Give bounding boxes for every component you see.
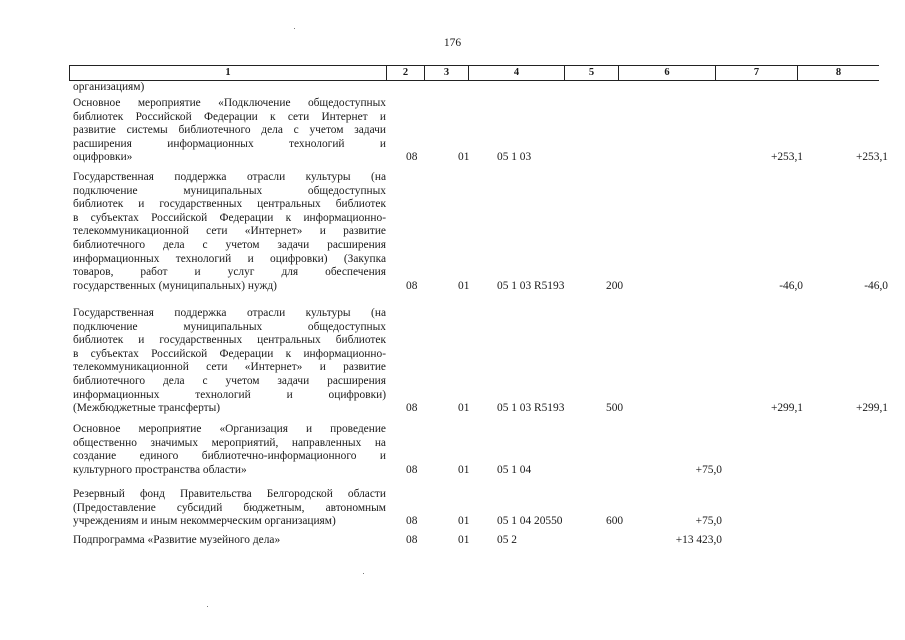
description-line: развитие системы библиотечного дела с учетом задачи	[73, 124, 386, 137]
description-line: товаров, работ и услуг для обеспечения	[73, 266, 386, 279]
cell-col-3: 01	[458, 402, 470, 415]
header-col-2: 2	[387, 66, 425, 80]
cell-col-8: -46,0	[864, 279, 888, 292]
cell-col-2: 08	[406, 279, 418, 292]
cell-col-7: +299,1	[770, 402, 803, 415]
cell-col-2: 08	[406, 463, 418, 476]
cell-col-7: -46,0	[779, 279, 803, 292]
description-line: Основное мероприятие «Организация и проведение	[73, 423, 386, 435]
row-description	[73, 81, 386, 95]
description-line: в субъектах Российской Федерации к информационно-	[73, 211, 386, 224]
description-line: Государственная поддержка отрасли культуры (на	[73, 171, 386, 183]
cell-col-5: 600	[606, 515, 624, 528]
header-col-8: 8	[835, 67, 842, 78]
cell-col-4: 05 1 03 R5193	[497, 402, 565, 415]
description-line: информационных технологий и оцифровки)	[73, 388, 386, 401]
description-line: создание единого библиотечно-информационного и	[73, 450, 386, 463]
header-col-4: 4	[469, 66, 565, 80]
cell-col-8: +253,1	[855, 151, 888, 164]
cell-col-4: 05 1 04	[497, 463, 532, 476]
row-description	[73, 423, 386, 477]
description-line: библиотек и государственных центральных библиотек	[73, 198, 386, 211]
description-line: Основное мероприятие «Подключение общедоступных	[73, 97, 386, 109]
description-line: (Межбюджетные трансферты)	[73, 402, 221, 415]
header-col-7: 7	[716, 66, 798, 80]
cell-col-6: +75,0	[695, 515, 722, 528]
description-line: информационных технологий и оцифровки) (Закупка	[73, 252, 386, 265]
table-header	[69, 65, 879, 81]
description-line: общественно значимых мероприятий, направленных на	[73, 436, 386, 449]
description-line: телекоммуникационной сети «Интернет» и развитие	[73, 361, 386, 374]
cell-col-2: 08	[406, 534, 418, 546]
description-line: оцифровки»	[73, 151, 133, 164]
cell-col-8: +299,1	[855, 402, 888, 415]
cell-col-4: 05 1 03	[497, 151, 532, 164]
header-col-5: 5	[565, 66, 619, 80]
header-col-6: 6	[619, 66, 716, 80]
row-description	[73, 534, 386, 548]
cell-col-3: 01	[458, 463, 470, 476]
cell-col-7: +253,1	[770, 151, 803, 164]
description-line: подключение муниципальных общедоступных	[73, 184, 386, 197]
cell-col-5: 200	[606, 279, 624, 292]
row-description	[73, 171, 386, 293]
cell-col-3: 01	[458, 151, 470, 164]
cell-col-4: 05 1 03 R5193	[497, 279, 565, 292]
cell-col-4: 05 2	[497, 534, 517, 546]
row-description	[73, 97, 386, 165]
description-line: библиотек и государственных центральных библиотек	[73, 334, 386, 347]
description-line: Резервный фонд Правительства Белгородской области	[73, 488, 386, 500]
description-line: расширения информационных технологий и	[73, 137, 386, 150]
description-line: в субъектах Российской Федерации к информационно-	[73, 347, 386, 360]
cell-col-3: 01	[458, 534, 470, 546]
description-line: библиотек Российской Федерации к сети Интернет и	[73, 110, 386, 123]
cell-col-6: +13 423,0	[675, 534, 722, 546]
description-line: культурного пространства области»	[73, 463, 247, 476]
description-line: библиотечного дела с учетом задачи расширения	[73, 238, 386, 251]
cell-col-3: 01	[458, 515, 470, 528]
description-line: (Предоставление субсидий бюджетным, автономным	[73, 501, 386, 514]
cell-col-4: 05 1 04 20550	[497, 515, 563, 528]
cell-col-6: +75,0	[695, 463, 722, 476]
row-description	[73, 488, 386, 529]
cell-col-3: 01	[458, 279, 470, 292]
description-line: государственных (муниципальных) нужд)	[73, 279, 277, 292]
cell-col-2: 08	[406, 151, 418, 164]
scan-speck	[363, 573, 364, 574]
page-number: 176	[443, 37, 462, 49]
cell-col-5: 500	[606, 402, 624, 415]
description-line: телекоммуникационной сети «Интернет» и развитие	[73, 225, 386, 238]
header-col-1: 1	[70, 66, 387, 80]
description-line: подключение муниципальных общедоступных	[73, 320, 386, 333]
description-line: учреждениям и иным некоммерческим организациям)	[73, 515, 336, 528]
description-line: библиотечного дела с учетом задачи расширения	[73, 374, 386, 387]
cell-col-2: 08	[406, 515, 418, 528]
description-line: Подпрограмма «Развитие музейного дела»	[73, 534, 281, 546]
header-col-3: 3	[425, 66, 469, 80]
cell-col-2: 08	[406, 402, 418, 415]
scan-speck	[294, 28, 295, 29]
scan-speck	[207, 606, 208, 607]
description-line: организациям)	[73, 81, 145, 93]
row-description	[73, 307, 386, 416]
description-line: Государственная поддержка отрасли культуры (на	[73, 307, 386, 319]
